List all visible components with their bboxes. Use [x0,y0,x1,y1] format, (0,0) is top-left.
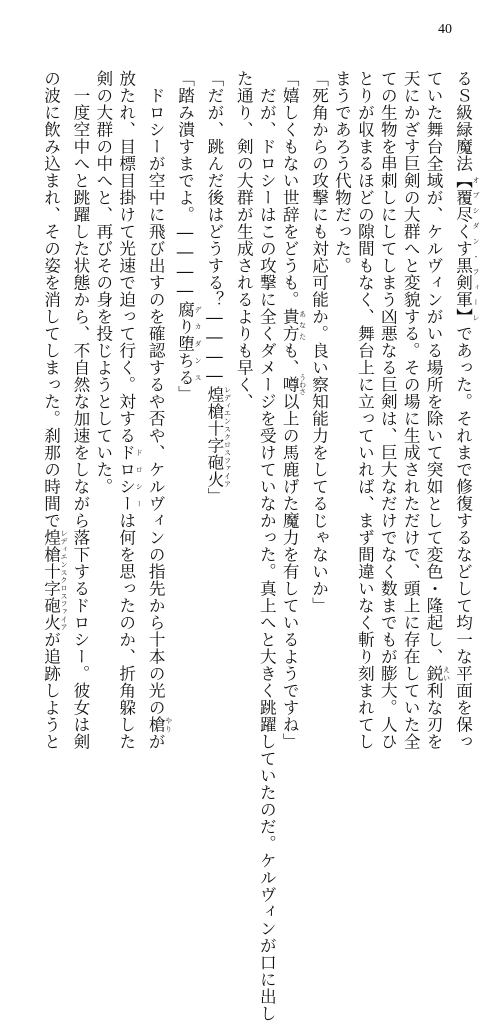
ruby-text [453,172,480,325]
text-line [307,70,330,660]
ruby-text [116,444,144,512]
ruby-text [280,308,307,342]
text-segment: とりが収まるほどの隙間もなく、舞台上に立っていれば、まず間違いなく斬り刻まれてし [355,70,375,750]
text-segment: は何を思ったのか、折角躱した [116,512,136,750]
ruby-base: 煌槍十字砲火 [204,385,224,488]
text-segment: まうであろう代物だった。 [332,70,352,274]
text-segment: の波に飲み込まれ、その姿を消してしまった。刹那の時間で [41,70,61,529]
text-segment: 」 [175,385,195,403]
text-segment: 以上の馬鹿げた魔力を有しているようですね」 [280,393,300,750]
text-segment: 「踏み潰すまでよ。―――― [175,70,195,301]
ruby-annotation: デカダンス [194,300,203,386]
text-segment: るＳ級緑魔法 [453,70,473,172]
text-segment: 天にかざす巨剣の大群へと変貌する。その場に生成されただけで、頭上に存在していた全 [401,70,421,750]
ruby-text [424,665,451,682]
ruby-annotation: あなた [298,308,307,342]
text-line [254,70,277,1022]
text-line [330,70,353,660]
text-segment: が [146,733,166,750]
ruby-base: 噂 [280,374,300,395]
text-segment: であった。それまで修復するなどして均一な平面を保っ [453,325,473,750]
text-segment: 」 [204,487,224,505]
ruby-text [280,374,307,395]
text-line [68,70,91,750]
ruby-base: ドロシー [116,444,136,512]
ruby-text [41,529,68,631]
body-text [41,70,480,1022]
ruby-text [146,716,173,733]
text-segment: だが、ドロシーはこの攻撃に全くダメージを受けていなかった。真上へと大きく跳躍していたのだ。ケルヴィンが口に出し [257,70,277,1022]
text-segment: 利な刃を [424,682,444,750]
text-segment: ての生物を串刺しにしてしまう凶悪なる巨剣は、巨大なだけでなく数までもが膨大。人ひ [378,70,398,750]
ruby-text [204,385,232,488]
text-segment: 一度空中へと跳躍した状態から、不自然な加速をしながら落下するドロシー。彼女は剣 [70,70,90,750]
text-line [451,70,480,750]
text-line [277,70,307,750]
text-line [421,70,451,750]
text-line [114,70,144,750]
text-segment: が追跡しようと [41,631,61,750]
ruby-annotation: ドロシー [135,444,144,512]
text-segment: 剣の大群の中へと、再びその身を投じようとしていた。 [93,70,113,495]
ruby-base: 腐り堕ちる [175,300,195,386]
text-segment: 「死角からの攻撃にも対応可能か。良い察知能力をしてるじゃないか」 [309,70,329,614]
ruby-base: 鋭 [424,665,444,682]
ruby-text [175,300,203,386]
text-segment: 「嬉しくもない世辞をどうも。 [280,70,300,308]
text-line [91,70,114,660]
text-segment: 放たれ、目標目掛けて光速で迫って行く。対する [116,70,136,444]
ruby-base: 【覆尽くす黒剣軍】 [453,172,473,325]
ruby-base: 槍 [146,716,166,733]
text-line [231,70,254,660]
text-segment: ていた舞台全域が、ケルヴィンがいる場所を除いて突如として変色・隆起し、 [424,70,444,665]
text-segment: も、 [280,342,300,376]
ruby-annotation: やり [164,716,173,733]
text-line [39,70,68,750]
text-line [143,70,173,750]
text-line [173,70,202,660]
page-number: 40 [438,22,452,37]
ruby-annotation: うわさ [298,374,307,395]
text-segment: 「だが、跳んだ後はどうする？―――― [204,70,224,386]
text-line [398,70,421,750]
text-segment: ドロシーが空中に飛び出すのを確認するや否や、ケルヴィンの指先から十本の光の [146,70,166,716]
text-segment: た通り、剣の大群が生成されるよりも早く、 [234,70,254,410]
ruby-annotation: オブシダン・フィーレ [472,172,480,325]
ruby-annotation: えい [442,665,451,682]
ruby-base: 煌槍十字砲火 [41,529,61,631]
text-line [352,70,375,750]
ruby-base: 貴方 [280,308,300,342]
ruby-annotation: レディエンスクロスファイア [60,529,68,631]
text-line [202,70,231,660]
ruby-annotation: レディエンスクロスファイア [223,385,232,488]
text-line [375,70,398,750]
